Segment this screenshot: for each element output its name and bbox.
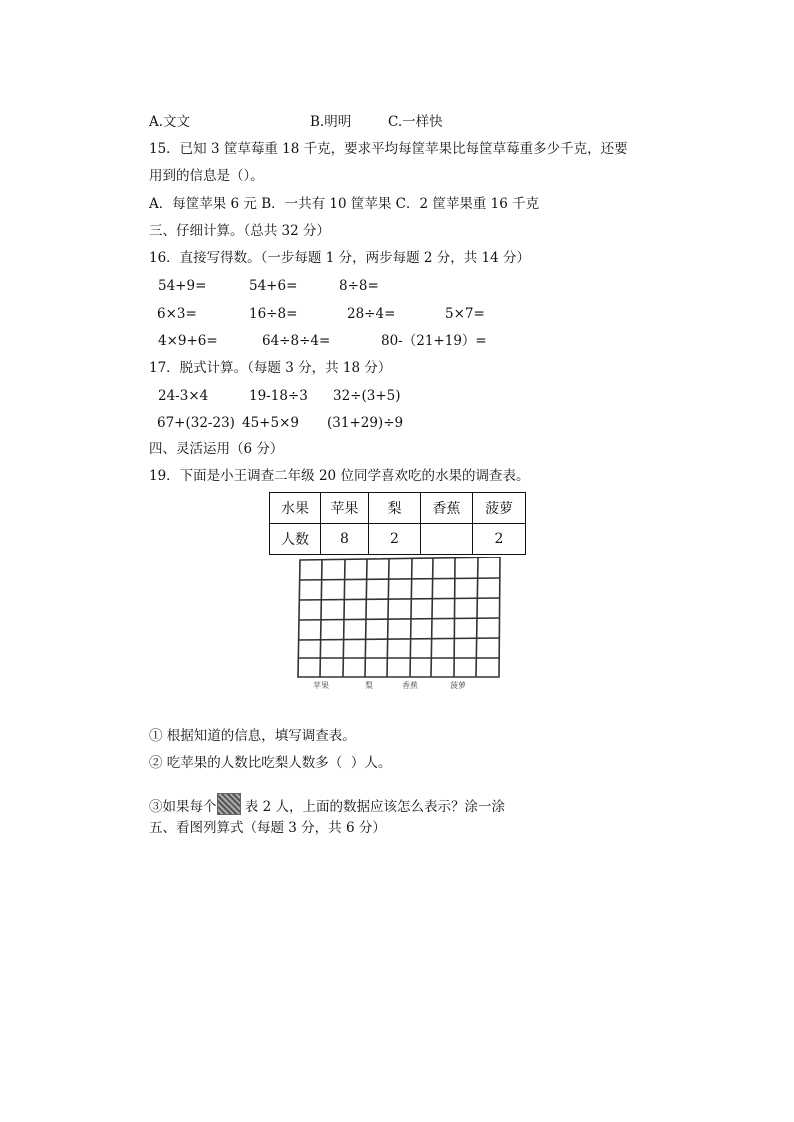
expr: 45+5×9: [242, 415, 299, 431]
expr: (31+29)÷9: [327, 415, 404, 431]
expr: 5×7=: [445, 306, 485, 322]
table-cell[interactable]: [421, 524, 473, 555]
expr: 4×9+6=: [158, 333, 218, 349]
expr: 6×3=: [157, 306, 197, 322]
square-symbol-icon: [217, 793, 241, 815]
expr: 80-（21+19）=: [381, 333, 487, 349]
chart-label: 梨: [365, 681, 373, 690]
table-header-cell: 梨: [369, 493, 421, 524]
chart-label: 菠萝: [450, 681, 466, 690]
expr: 64÷8÷4=: [262, 333, 331, 349]
q15-line2: 用到的信息是（）。: [149, 168, 264, 184]
option-c: C.一样快: [388, 114, 443, 130]
q15-line1: 15．已知 3 筐草莓重 18 千克，要求平均每筐苹果比每筐草莓重多少千克，还要: [149, 141, 628, 157]
table-cell: 2: [473, 524, 526, 555]
q15-options: A．每筐苹果 6 元 B．一共有 10 筐苹果 C．2 筐苹果重 16 千克: [149, 196, 540, 212]
expr: 28÷4=: [347, 306, 396, 322]
expr: 54+9=: [158, 278, 207, 294]
chart-label: 香蕉: [402, 681, 418, 690]
table-header-cell: 苹果: [321, 493, 369, 524]
expr: 16÷8=: [249, 306, 298, 322]
table-cell: 人数: [270, 524, 321, 555]
q19-sub2: ② 吃苹果的人数比吃梨人数多（ ）人。: [149, 755, 392, 771]
table-cell: 8: [321, 524, 369, 555]
option-b: B.明明: [310, 114, 352, 130]
table-cell: 2: [369, 524, 421, 555]
section-3-heading: 三、仔细计算。（总共 32 分）: [149, 223, 331, 239]
table-header-cell: 水果: [270, 493, 321, 524]
section-5-heading: 五、看图列算式（每题 3 分，共 6 分）: [149, 820, 386, 836]
q16-title: 16．直接写得数。（一步每题 1 分，两步每题 2 分，共 14 分）: [149, 250, 531, 266]
expr: 19-18÷3: [249, 388, 308, 404]
expr: 24-3×4: [158, 388, 209, 404]
option-a: A.文文: [149, 114, 191, 130]
expr: 8÷8=: [339, 278, 379, 294]
q19-sub3-post: 表 2 人，上面的数据应该怎么表示？涂一涂: [240, 799, 505, 815]
section-4-heading: 四、灵活运用（6 分）: [149, 441, 284, 457]
q19-title: 19．下面是小王调查二年级 20 位同学喜欢吃的水果的调查表。: [149, 468, 530, 484]
bar-grid-image: [295, 557, 505, 692]
chart-label: 苹果: [313, 681, 329, 690]
q19-sub3-pre: ③如果每个: [149, 799, 217, 815]
survey-table: [269, 492, 526, 555]
table-header-cell: 菠萝: [473, 493, 526, 524]
q19-sub1: ① 根据知道的信息，填写调查表。: [149, 728, 356, 744]
expr: 54+6=: [249, 278, 298, 294]
table-header-cell: 香蕉: [421, 493, 473, 524]
expr: 67+(32-23): [157, 415, 235, 431]
q19-sub3: [149, 793, 505, 815]
q17-title: 17．脱式计算。（每题 3 分，共 18 分）: [149, 360, 392, 376]
expr: 32÷(3+5): [333, 388, 401, 404]
